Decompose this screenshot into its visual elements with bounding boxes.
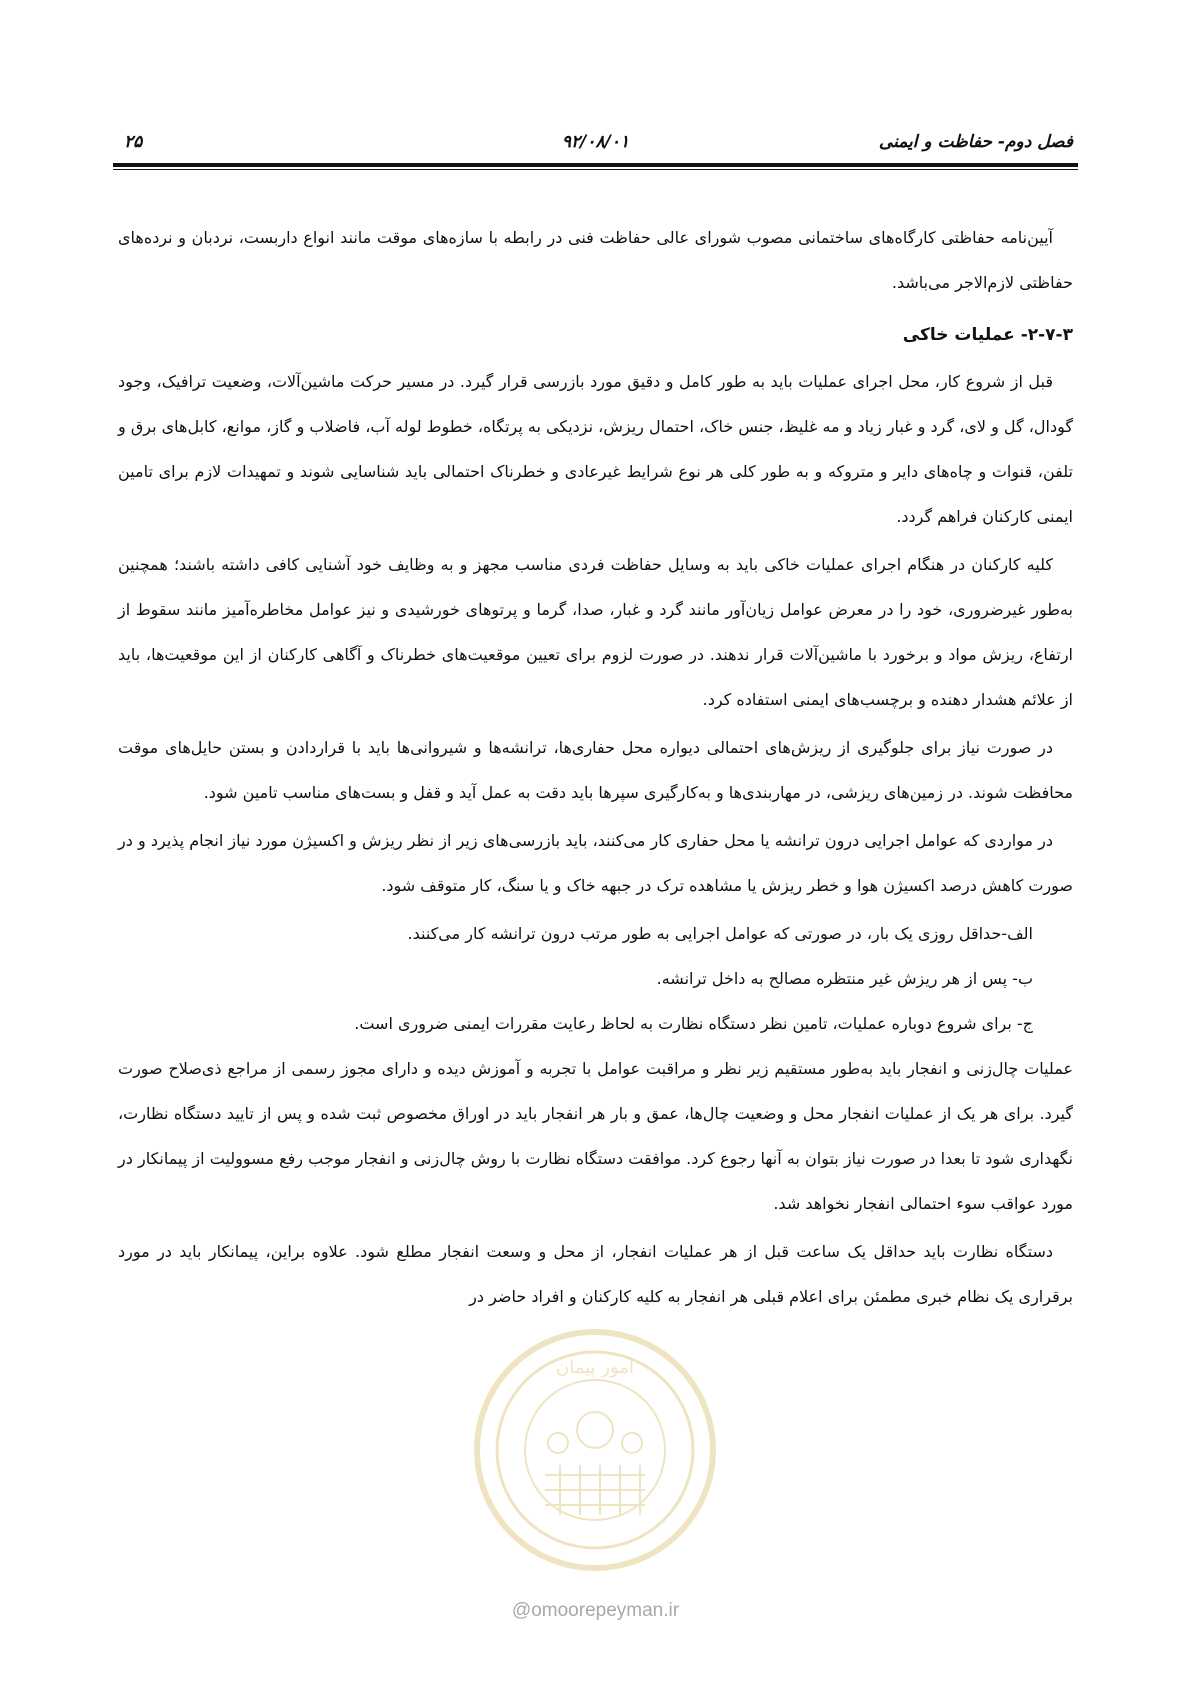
paragraph-blasting: عملیات چال‌زنی و انفجار باید به‌طور مستقیم زیر نظر و مراقبت عوامل با تجربه و آموزش دیده و دارای مجوز رسمی از مراجع ذی‌صلاح صورت گیرد. برای هر یک از عملیات انفجار محل و وضعیت چال‌ها، عمق و بار هر انفجار باید در اوراق مخصوص ثبت شده و پس از تایید دستگاه نظارت، نگهداری شود تا بعدا در صورت نیاز بتوان به آنها رجوع کرد. موافقت دستگاه نظارت با روش چال‌زنی و انفجار موجب رفع مسوولیت از پیمانکار در مورد عواقب سوء احتمالی انفجار نخواهد شد.: [118, 1059, 1073, 1213]
list-item-a: الف-حداقل روزی یک بار، در صورتی که عوامل اجرایی به طور مرتب درون ترانشه کار می‌کنند.: [407, 924, 1033, 943]
page-number: ۲۵: [124, 132, 143, 152]
page-body: [118, 215, 1073, 1322]
chapter-title: فصل دوم- حفاظت و ایمنی: [878, 132, 1073, 152]
list-item-b: ب- پس از هر ریزش غیر منتظره مصالح به داخل ترانشه.: [656, 969, 1033, 988]
paragraph-blast-notice: دستگاه نظارت باید حداقل یک ساعت قبل از هر عملیات انفجار، از محل و وسعت انفجار مطلع شود. علاوه براین، پیمانکار باید در مورد برقراری یک نظام خبری مطمئن برای اعلام قبلی هر انفجار به کلیه کارکنان و افراد حاضر در: [118, 1242, 1073, 1306]
page-header: [118, 128, 1073, 158]
website-watermark: @omoorepeyman.ir: [511, 1600, 680, 1621]
paragraph-trench-support: در صورت نیاز برای جلوگیری از ریزش‌های احتمالی دیواره محل حفاری‌ها، ترانشه‌ها و شیروانی‌ها باید با قراردادن و بستن حایل‌های موقت محافظت شوند. در زمین‌های ریزشی، در مهاربندی‌ها و به‌کارگیری سپرها باید دقت به عمل آید و قفل و بست‌های مناسب تامین شود.: [118, 738, 1073, 802]
paragraph-trench-inspection: در مواردی که عوامل اجرایی درون ترانشه یا محل حفاری کار می‌کنند، باید بازرسی‌های زیر از نظر ریزش و اکسیژن مورد نیاز انجام پذیرد و در صورت کاهش درصد اکسیژن هوا و خطر ریزش یا مشاهده ترک در جبهه خاک و یا سنگ، کار متوقف شود.: [118, 831, 1073, 895]
header-rule-thick: [113, 163, 1078, 167]
intro-paragraph: آیین‌نامه حفاظتی کارگاه‌های ساختمانی مصوب شورای عالی حفاظت فنی در رابطه با سازه‌های موقت مانند انواع داربست، نردبان و نرده‌های حفاظتی لازم‌الاجر می‌باشد.: [118, 228, 1073, 292]
header-rule-thin: [113, 169, 1078, 170]
header-date: ۹۲/۰۸/۰۱: [561, 132, 630, 152]
section-heading: ۲-۷-۳- عملیات خاکی: [902, 325, 1073, 345]
paragraph-site-inspection: قبل از شروع کار، محل اجرای عملیات باید به طور کامل و دقیق مورد بازرسی قرار گیرد. در مسیر حرکت ماشین‌آلات، وضعیت ترافیک، وجود گودال، گل و لای، گرد و غبار زیاد و مه غلیظ، جنس خاک، احتمال ریزش، نزدیکی به پرتگاه، خطوط لوله آب، فاضلاب و گاز، موانع، کابل‌های برق و تلفن، قنوات و چاه‌های دایر و متروکه و به طور کلی هر نوع شرایط غیرعادی و خطرناک احتمالی باید شناسایی شوند و تمهیدات لازم برای تامین ایمنی کارکنان فراهم گردد.: [118, 372, 1073, 526]
list-item-c: ج- برای شروع دوباره عملیات، تامین نظر دستگاه نظارت به لحاظ رعایت مقررات ایمنی ضروری است.: [354, 1014, 1033, 1033]
seal-text: امور پیمان: [556, 1357, 634, 1378]
watermark-seal-icon: [470, 1325, 720, 1575]
paragraph-personal-protection: کلیه کارکنان در هنگام اجرای عملیات خاکی باید به وسایل حفاظت فردی مناسب مجهز و به وظایف خود آشنایی کافی داشته باشند؛ همچنین به‌طور غیرضروری، خود را در معرض عوامل زیان‌آور مانند گرد و غبار، صدا، گرما و پرتوهای خورشیدی و نیز عوامل مخاطره‌آمیز مانند سقوط از ارتفاع، ریزش مواد و برخورد با ماشین‌آلات قرار ندهند. در صورت لزوم برای تعیین موقعیت‌های خطرناک و آگاهی کارکنان از این موقعیت‌ها، باید از علائم هشدار دهنده و برچسب‌های ایمنی استفاده کرد.: [118, 555, 1073, 709]
